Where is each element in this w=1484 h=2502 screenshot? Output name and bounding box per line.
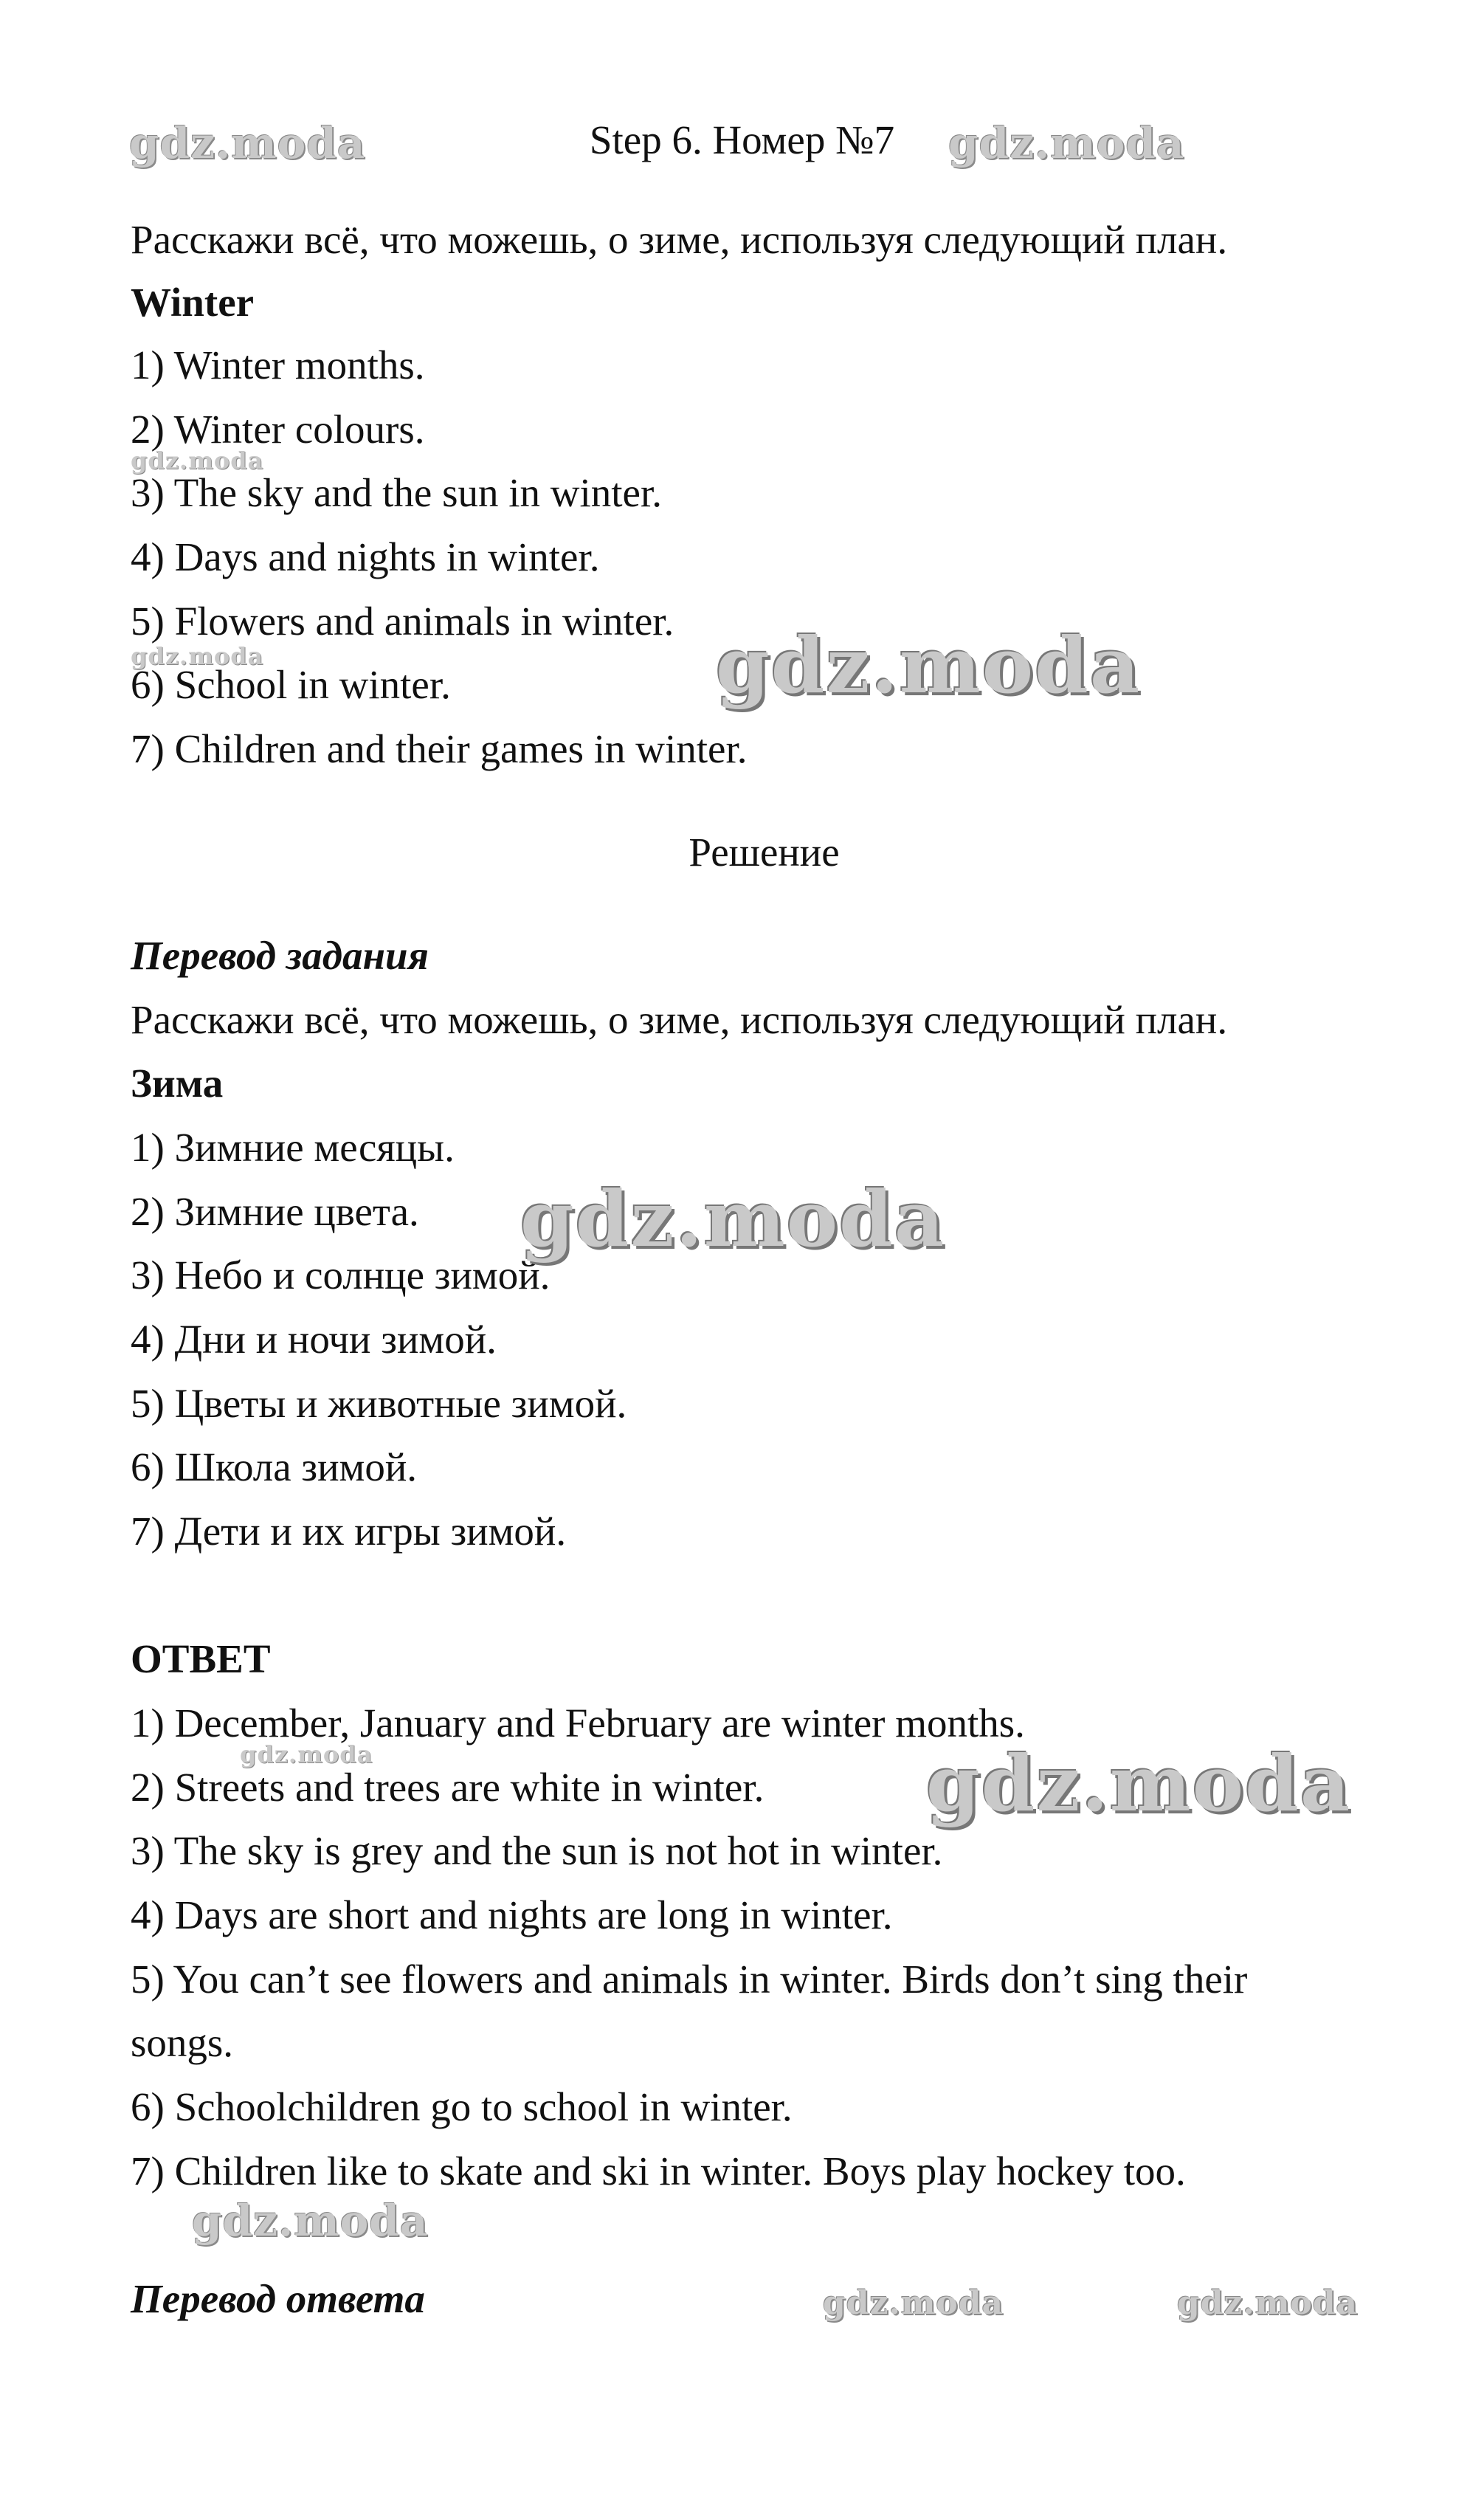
task-heading: Winter xyxy=(131,280,255,325)
task-item: 7) Children and their games in winter. xyxy=(131,726,748,771)
answer-item: 7) Children like to skate and ski in winter. Boys play hockey too. xyxy=(131,2148,1186,2193)
watermark: gdz.moda xyxy=(716,620,1142,711)
answer-item: 2) Streets and trees are white in winter. xyxy=(131,1765,765,1810)
answer-item: 4) Days are short and nights are long in winter. xyxy=(131,1892,893,1937)
answer-item: 5) You can’t see flowers and animals in winter. Birds don’t sing their xyxy=(131,1957,1248,2002)
watermark: gdz.moda xyxy=(823,2284,1004,2322)
translation-item: 7) Дети и их игры зимой. xyxy=(131,1509,567,1554)
translation-item: 4) Дни и ночи зимой. xyxy=(131,1317,497,1362)
answer-translation-label: Перевод ответа xyxy=(131,2276,425,2321)
answer-label: ОТВЕТ xyxy=(131,1636,271,1681)
watermark: gdz.moda xyxy=(192,2196,429,2246)
watermark: gdz.moda xyxy=(948,118,1185,168)
answer-item: 3) The sky is grey and the sun is not hot in winter. xyxy=(131,1828,943,1873)
translation-instruction: Расскажи всё, что можешь, о зиме, используя следующий план. xyxy=(131,997,1228,1042)
task-item: 5) Flowers and animals in winter. xyxy=(131,599,674,644)
header-title: Step 6. Номер №7 xyxy=(589,117,895,162)
watermark: gdz.moda xyxy=(1177,2284,1359,2322)
translation-label: Перевод задания xyxy=(131,933,429,978)
solution-label: Решение xyxy=(688,830,840,875)
task-item: 1) Winter months. xyxy=(131,342,425,387)
task-item: 3) The sky and the sun in winter. xyxy=(131,470,662,515)
translation-item: 2) Зимние цвета. xyxy=(131,1189,419,1234)
translation-item: 3) Небо и солнце зимой. xyxy=(131,1252,551,1297)
answer-item-continued: songs. xyxy=(131,2020,234,2065)
answer-item: 6) Schoolchildren go to school in winter. xyxy=(131,2084,793,2129)
task-item: 6) School in winter. xyxy=(131,662,451,707)
watermark: gdz.moda xyxy=(131,642,264,670)
answer-item: 1) December, January and February are winter months. xyxy=(131,1700,1025,1745)
task-item: 2) Winter colours. xyxy=(131,407,425,452)
watermark: gdz.moda xyxy=(131,447,264,475)
watermark: gdz.moda xyxy=(240,1740,373,1768)
translation-item: 6) Школа зимой. xyxy=(131,1444,418,1489)
translation-heading: Зима xyxy=(131,1061,224,1106)
watermark: gdz.moda xyxy=(926,1738,1352,1829)
translation-item: 5) Цветы и животные зимой. xyxy=(131,1381,627,1426)
watermark: gdz.moda xyxy=(520,1174,946,1264)
watermark: gdz.moda xyxy=(129,118,366,168)
translation-item: 1) Зимние месяцы. xyxy=(131,1125,455,1170)
task-item: 4) Days and nights in winter. xyxy=(131,534,600,579)
task-instruction: Расскажи всё, что можешь, о зиме, используя следующий план. xyxy=(131,217,1228,262)
